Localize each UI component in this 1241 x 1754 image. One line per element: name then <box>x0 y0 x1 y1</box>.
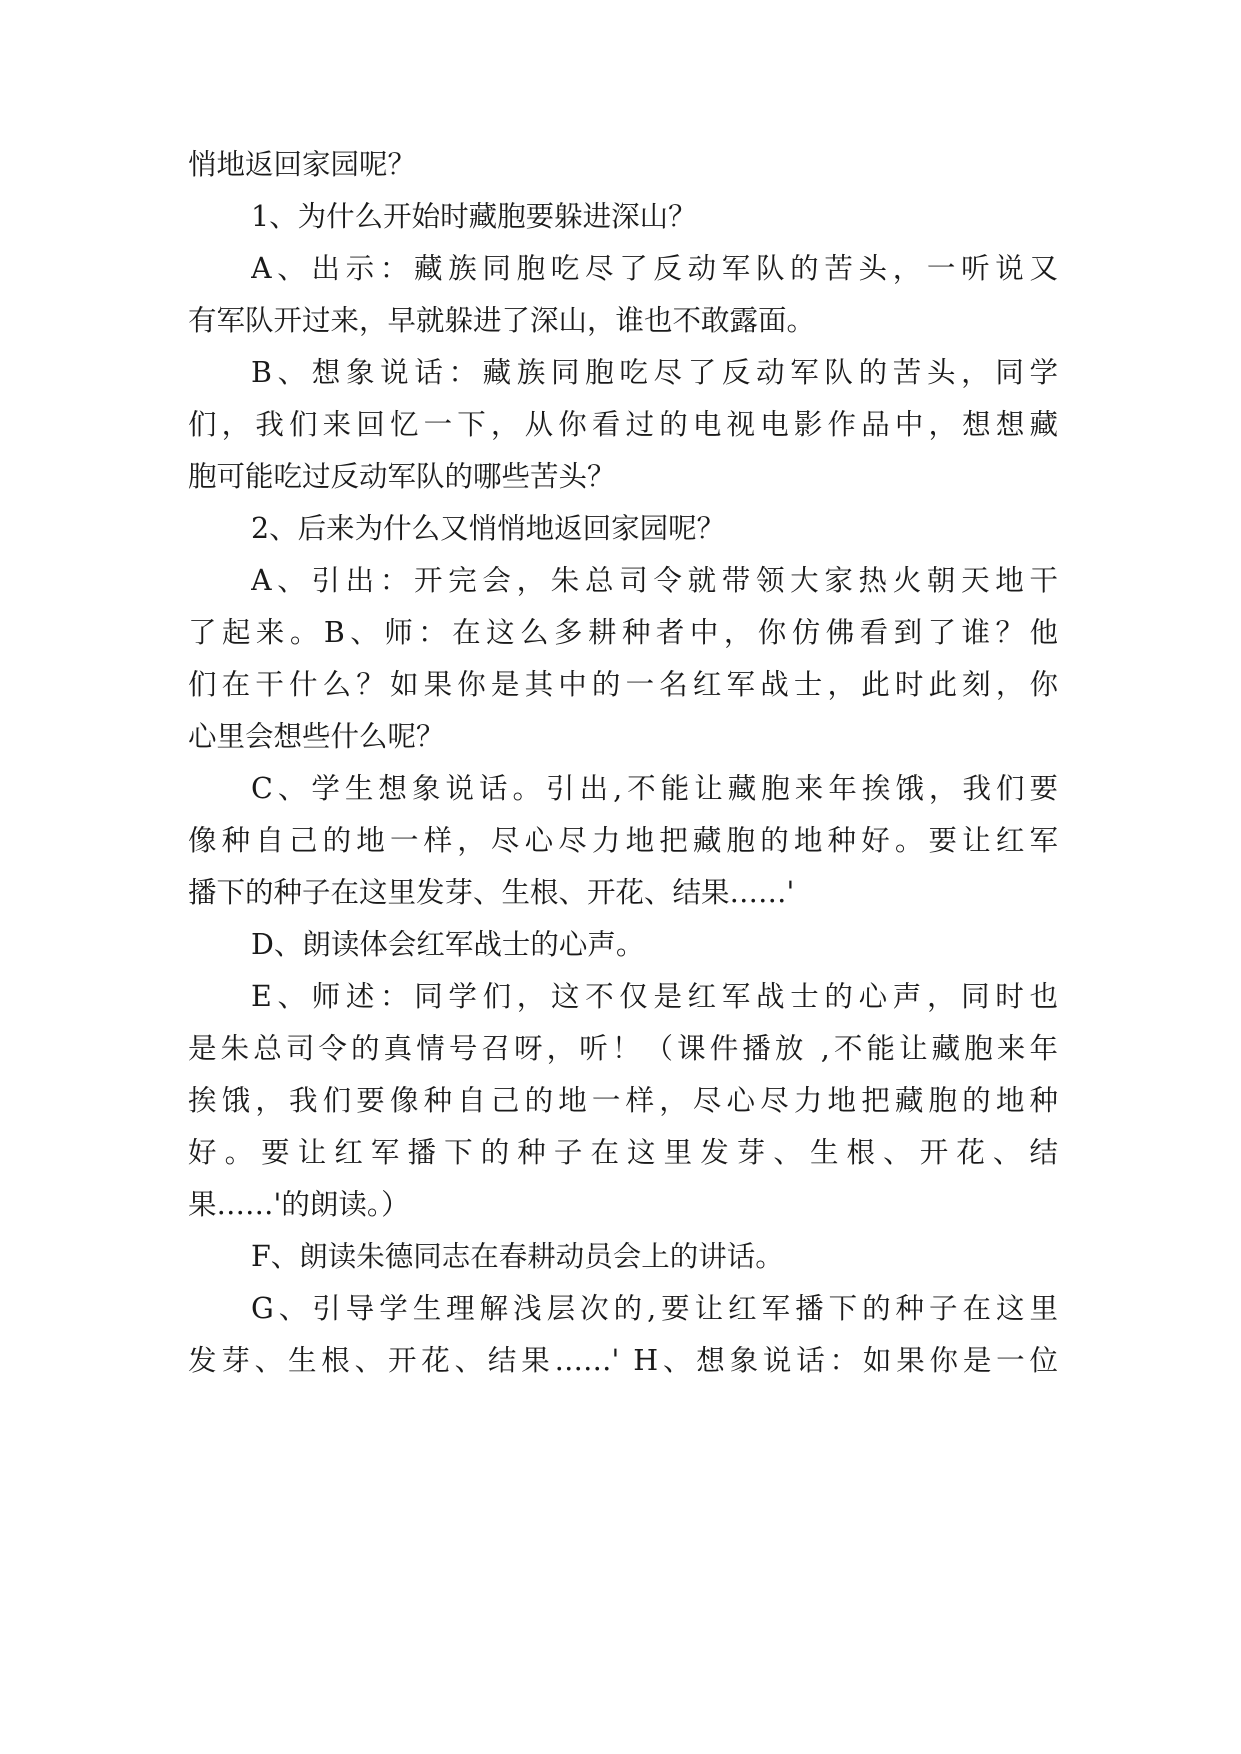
text-line: A、出示：藏族同胞吃尽了反动军队的苦头，一听说又 <box>251 252 1058 285</box>
text-line: 胞可能吃过反动军队的哪些苦头？ <box>188 460 616 493</box>
text-line: F、朗读朱德同志在春耕动员会上的讲话。 <box>251 1240 784 1273</box>
text-line: 2、后来为什么又悄悄地返回家园呢？ <box>251 512 726 545</box>
text-line: 1、为什么开始时藏胞要躲进深山？ <box>251 200 697 233</box>
text-line: B、想象说话：藏族同胞吃尽了反动军队的苦头，同学 <box>251 356 1058 389</box>
text-line: E、师述：同学们，这不仅是红军战士的心声，同时也 <box>251 980 1058 1013</box>
text-line: 好。要让红军播下的种子在这里发芽、生根、开花、结 <box>188 1136 1058 1169</box>
text-line: 们，我们来回忆一下，从你看过的电视电影作品中，想想藏 <box>188 408 1058 441</box>
text-line: 心里会想些什么呢？ <box>188 720 445 753</box>
text-line: 了起来。B、师：在这么多耕种者中，你仿佛看到了谁？他 <box>188 616 1058 649</box>
text-line: 悄地返回家园呢？ <box>188 148 417 181</box>
text-line: C、学生想象说话。引出,不能让藏胞来年挨饿，我们要 <box>251 772 1058 805</box>
text-line: 们在干什么？如果你是其中的一名红军战士，此时此刻，你 <box>188 668 1058 701</box>
text-line: 像种自己的地一样，尽心尽力地把藏胞的地种好。要让红军 <box>188 824 1058 857</box>
text-line: G、引导学生理解浅层次的,要让红军播下的种子在这里 <box>251 1292 1058 1325</box>
text-line: 有军队开过来，早就躲进了深山，谁也不敢露面。 <box>188 304 816 337</box>
text-line: 是朱总司令的真情号召呀，听！（课件播放 ,不能让藏胞来年 <box>188 1032 1058 1065</box>
text-line: 果……'的朗读。） <box>188 1188 410 1221</box>
text-line: 播下的种子在这里发芽、生根、开花、结果……' <box>188 876 795 909</box>
text-line: A、引出：开完会，朱总司令就带领大家热火朝天地干 <box>251 564 1058 597</box>
text-line: 发芽、生根、开花、结果……' H、想象说话：如果你是一位 <box>188 1344 1058 1377</box>
text-line: D、朗读体会红军战士的心声。 <box>251 928 645 961</box>
text-line: 挨饿，我们要像种自己的地一样，尽心尽力地把藏胞的地种 <box>188 1084 1058 1117</box>
